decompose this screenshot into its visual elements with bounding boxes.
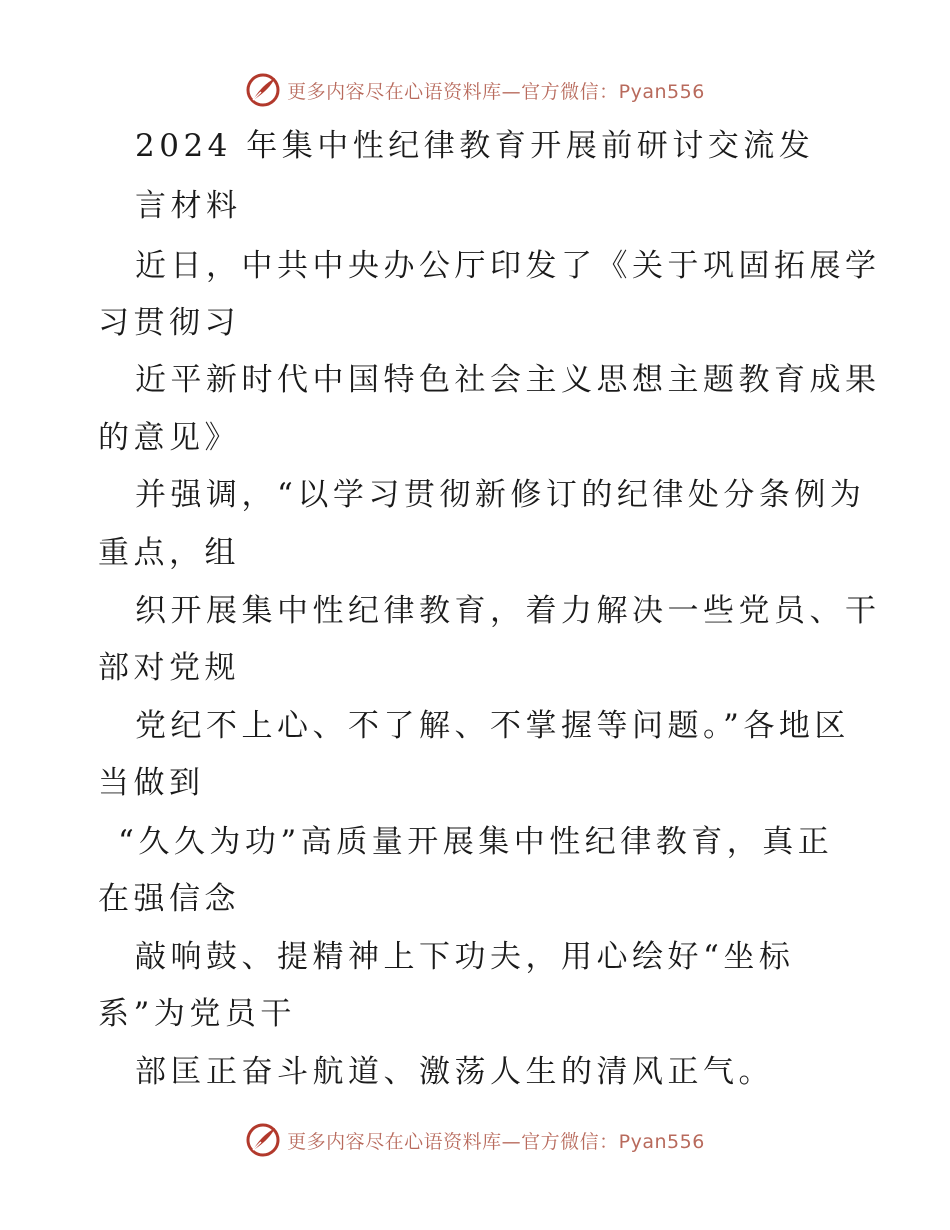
paragraph-line: 近平新时代中国特色社会主义思想主题教育成果 <box>135 362 881 398</box>
paragraph-line: 党纪不上心、不了解、不掌握等问题。”各地区 <box>135 708 850 744</box>
paragraph-line: 部对党规 <box>98 650 240 686</box>
paragraph-line: 的意见》 <box>98 420 240 456</box>
title-line-2: 言材料 <box>135 188 242 224</box>
header-watermark <box>0 70 950 110</box>
footer-watermark <box>0 1120 950 1160</box>
paragraph-line: 习贯彻习 <box>98 305 240 341</box>
title-line-1: 2024 年集中性纪律教育开展前研讨交流发 <box>135 128 815 164</box>
paragraph-line: 敲响鼓、提精神上下功夫，用心绘好“坐标 <box>135 939 795 975</box>
paragraph-line: 当做到 <box>98 765 205 801</box>
paragraph-line: 织开展集中性纪律教育，着力解决一些党员、干 <box>135 593 881 629</box>
paragraph-line: “久久为功”高质量开展集中性纪律教育，真正 <box>118 824 834 860</box>
feather-pen-logo-icon <box>245 1122 281 1158</box>
paragraph-line: 系”为党员干 <box>98 996 296 1032</box>
feather-pen-logo-icon <box>245 72 281 108</box>
paragraph-line: 重点，组 <box>98 535 240 571</box>
watermark-text: 更多内容尽在心语资料库—官方微信：Pyan556 <box>287 80 705 103</box>
watermark-text: 更多内容尽在心语资料库—官方微信：Pyan556 <box>287 1130 705 1153</box>
paragraph-line: 在强信念 <box>98 881 240 917</box>
paragraph-line: 近日，中共中央办公厅印发了《关于巩固拓展学 <box>135 248 881 284</box>
paragraph-line: 部匡正奋斗航道、激荡人生的清风正气。 <box>135 1054 774 1090</box>
paragraph-line: 并强调，“以学习贯彻新修订的纪律处分条例为 <box>135 477 866 513</box>
